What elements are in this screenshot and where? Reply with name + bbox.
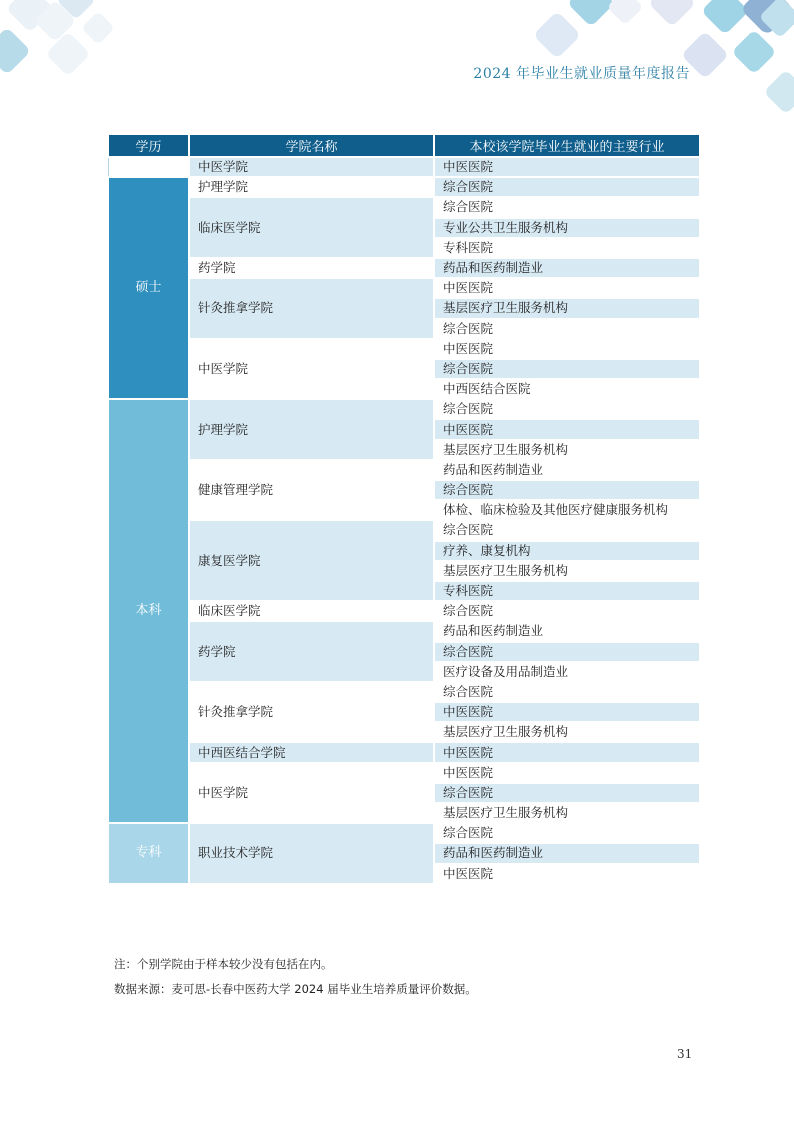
header-degree: 学历 xyxy=(108,134,189,157)
college-cell: 护理学院 xyxy=(189,399,434,460)
college-cell: 针灸推拿学院 xyxy=(189,278,434,339)
industry-cell: 中医医院 xyxy=(434,339,700,359)
industry-cell: 综合医院 xyxy=(434,682,700,702)
table-row xyxy=(108,460,700,480)
college-cell: 临床医学院 xyxy=(189,601,434,621)
table-row xyxy=(108,197,700,217)
degree-cell: 专科 xyxy=(108,823,189,884)
industry-cell: 基层医疗卫生服务机构 xyxy=(434,803,700,823)
industry-table xyxy=(107,133,701,885)
industry-cell: 专科医院 xyxy=(434,581,700,601)
industry-cell: 综合医院 xyxy=(434,359,700,379)
table-row xyxy=(108,823,700,843)
table-row xyxy=(108,520,700,540)
header-college: 学院名称 xyxy=(189,134,434,157)
degree-cell: 本科 xyxy=(108,399,189,823)
college-cell: 中医学院 xyxy=(189,157,434,177)
industry-cell: 基层医疗卫生服务机构 xyxy=(434,561,700,581)
industry-cell: 综合医院 xyxy=(434,177,700,197)
industry-cell: 基层医疗卫生服务机构 xyxy=(434,298,700,318)
industry-cell: 专业公共卫生服务机构 xyxy=(434,218,700,238)
industry-cell: 中医医院 xyxy=(434,702,700,722)
table-row xyxy=(108,278,700,298)
industry-cell: 药品和医药制造业 xyxy=(434,460,700,480)
industry-cell: 中医医院 xyxy=(434,763,700,783)
table-row xyxy=(108,399,700,419)
industry-cell: 药品和医药制造业 xyxy=(434,621,700,641)
table-row xyxy=(108,763,700,783)
header-industry: 本校该学院毕业生就业的主要行业 xyxy=(434,134,700,157)
college-cell: 药学院 xyxy=(189,258,434,278)
industry-cell: 专科医院 xyxy=(434,238,700,258)
table-row xyxy=(108,682,700,702)
college-cell: 中医学院 xyxy=(189,339,434,400)
industry-cell: 综合医院 xyxy=(434,601,700,621)
industry-cell: 综合医院 xyxy=(434,783,700,803)
college-cell: 健康管理学院 xyxy=(189,460,434,521)
degree-cell: 硕士 xyxy=(108,177,189,399)
table-row xyxy=(108,177,700,197)
industry-cell: 中医医院 xyxy=(434,278,700,298)
college-cell: 职业技术学院 xyxy=(189,823,434,884)
industry-cell: 药品和医药制造业 xyxy=(434,843,700,863)
table-header-row xyxy=(108,134,700,157)
industry-cell: 中医医院 xyxy=(434,864,700,884)
industry-cell: 中医医院 xyxy=(434,419,700,439)
industry-cell: 体检、临床检验及其他医疗健康服务机构 xyxy=(434,500,700,520)
industry-cell: 疗养、康复机构 xyxy=(434,541,700,561)
table-row xyxy=(108,339,700,359)
industry-cell: 综合医院 xyxy=(434,197,700,217)
report-header-title: 2024 年毕业生就业质量年度报告 xyxy=(473,66,690,82)
industry-cell: 综合医院 xyxy=(434,480,700,500)
industry-cell: 中西医结合医院 xyxy=(434,379,700,399)
college-cell: 中西医结合学院 xyxy=(189,742,434,762)
page-number: 31 xyxy=(677,1047,693,1061)
industry-cell: 药品和医药制造业 xyxy=(434,258,700,278)
industry-cell: 中医医院 xyxy=(434,742,700,762)
college-cell: 康复医学院 xyxy=(189,520,434,601)
college-cell: 护理学院 xyxy=(189,177,434,197)
industry-cell: 综合医院 xyxy=(434,319,700,339)
college-cell: 针灸推拿学院 xyxy=(189,682,434,743)
industry-cell: 医疗设备及用品制造业 xyxy=(434,662,700,682)
table-body xyxy=(108,157,700,884)
table-note: 注：个别学院由于样本较少没有包括在内。 xyxy=(114,957,333,971)
college-cell: 药学院 xyxy=(189,621,434,682)
industry-cell: 基层医疗卫生服务机构 xyxy=(434,722,700,742)
data-source: 数据来源：麦可思-长春中医药大学 2024 届毕业生培养质量评价数据。 xyxy=(114,982,477,996)
table-row xyxy=(108,601,700,621)
industry-cell: 综合医院 xyxy=(434,642,700,662)
degree-cell xyxy=(108,157,189,177)
college-cell: 临床医学院 xyxy=(189,197,434,258)
table-row xyxy=(108,258,700,278)
industry-cell: 综合医院 xyxy=(434,520,700,540)
industry-cell: 基层医疗卫生服务机构 xyxy=(434,440,700,460)
table-row xyxy=(108,742,700,762)
industry-cell: 综合医院 xyxy=(434,399,700,419)
notes xyxy=(114,956,477,1006)
industry-cell: 中医医院 xyxy=(434,157,700,177)
table-row xyxy=(108,621,700,641)
industry-cell: 综合医院 xyxy=(434,823,700,843)
college-cell: 中医学院 xyxy=(189,763,434,824)
table-row xyxy=(108,157,700,177)
